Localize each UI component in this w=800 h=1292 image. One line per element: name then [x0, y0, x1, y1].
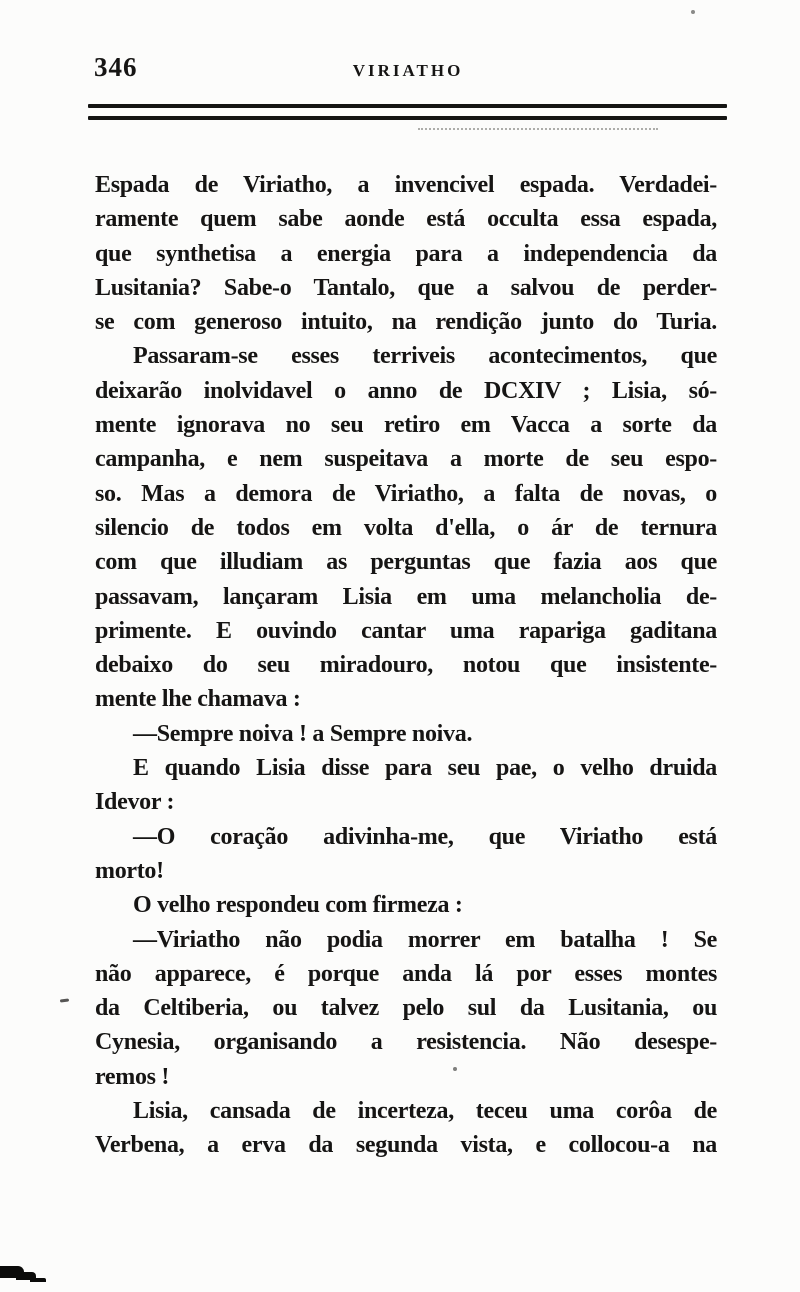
- text-line: Cynesia, organisando a resistencia. Não desespe-: [95, 1029, 717, 1056]
- text-line: com que illudiam as perguntas que fazia aos que: [95, 549, 717, 576]
- text-line: campanha, e nem suspeitava a morte de seu espo-: [95, 446, 717, 473]
- text-lines: [95, 168, 717, 1163]
- text-line: morto!: [95, 857, 164, 884]
- text-line: E quando Lisia disse para seu pae, o velho druida: [133, 755, 717, 782]
- text-line: deixarão inolvidavel o anno de DCXIV ; Lisia, só-: [95, 377, 717, 404]
- text-line: que synthetisa a energia para a independencia da: [95, 240, 717, 267]
- text-line: so. Mas a demora de Viriatho, a falta de novas, o: [95, 480, 717, 507]
- running-title: VIRIATHO: [352, 61, 464, 80]
- text-line: Passaram-se esses terriveis acontecimentos, que: [133, 343, 717, 370]
- header-rule-bottom: [88, 116, 727, 120]
- header-rule-top: [88, 104, 727, 108]
- text-line: da Celtiberia, ou talvez pelo sul da Lusitania, ou: [95, 995, 717, 1022]
- scan-speck: [60, 998, 69, 1002]
- text-line: ramente quem sabe aonde está occulta essa espada,: [95, 206, 717, 233]
- text-line: —Sempre noiva ! a Sempre noiva.: [133, 720, 473, 747]
- text-line: remos !: [95, 1063, 170, 1090]
- text-line: Idevor :: [95, 789, 175, 816]
- text-line: —O coração adivinha-me, que Viriatho está: [133, 823, 717, 850]
- text-line: mente ignorava no seu retiro em Vacca a sorte da: [95, 412, 717, 439]
- text-line: passavam, lançaram Lisia em uma melancholia de-: [95, 583, 717, 610]
- text-line: não apparece, é porque anda lá por esses montes: [95, 960, 717, 987]
- text-line: silencio de todos em volta d'ella, o ár de ternura: [95, 514, 717, 541]
- text-line: se com generoso intuito, na rendição junto do Turia.: [95, 309, 717, 336]
- text-line: O velho respondeu com firmeza :: [133, 892, 463, 919]
- text-line: Verbena, a erva da segunda vista, e collocou-a na: [95, 1132, 717, 1159]
- page-number: 346: [94, 52, 138, 82]
- text-line: —Viriatho não podia morrer em batalha ! Se: [133, 926, 717, 953]
- text-line: Lusitania? Sabe-o Tantalo, que a salvou de perder-: [95, 274, 717, 301]
- text-line: primente. E ouvindo cantar uma rapariga gaditana: [95, 617, 717, 644]
- scan-speck: [453, 1067, 457, 1071]
- text-line: mente lhe chamava :: [95, 686, 301, 713]
- scan-speck: [691, 10, 695, 14]
- text-line: debaixo do seu miradouro, notou que insistente-: [95, 652, 717, 679]
- scan-residue-dots: [418, 128, 658, 130]
- scan-ink-blob: [0, 1266, 24, 1278]
- running-head: [88, 52, 728, 88]
- text-line: Lisia, cansada de incerteza, teceu uma corôa de: [133, 1098, 717, 1125]
- text-line: Espada de Viriatho, a invencivel espada. Verdadei-: [95, 172, 717, 198]
